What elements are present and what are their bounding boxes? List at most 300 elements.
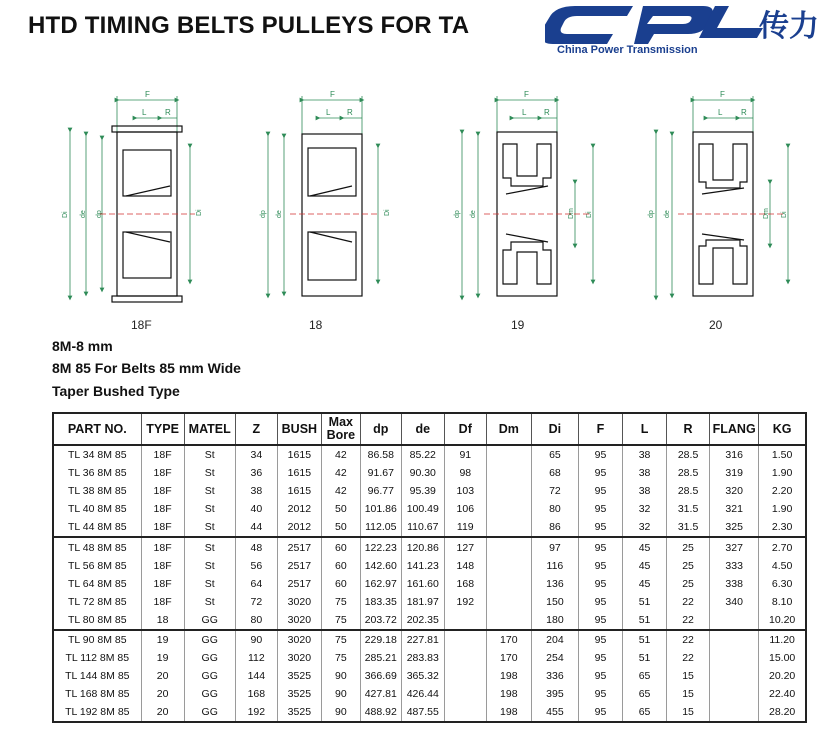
table-cell: 25 [667, 557, 710, 575]
svg-text:de: de [470, 210, 477, 218]
table-cell: 85.22 [401, 445, 444, 464]
table-cell [486, 500, 531, 518]
table-cell: 65 [623, 667, 667, 685]
table-cell: 2012 [277, 500, 321, 518]
column-header: Di [531, 413, 578, 445]
table-row [53, 537, 806, 556]
table-cell: TL 72 8M 85 [53, 593, 141, 611]
table-cell: 198 [486, 685, 531, 703]
table-cell: 64 [235, 575, 277, 593]
table-cell: 2.70 [759, 537, 806, 556]
table-cell: St [184, 593, 235, 611]
svg-text:R: R [165, 108, 171, 117]
table-cell: 95 [578, 685, 622, 703]
table-cell: 36 [235, 464, 277, 482]
column-header: dp [360, 413, 401, 445]
table-cell: 2517 [277, 537, 321, 556]
caption-19: 19 [511, 318, 525, 332]
table-cell: TL 36 8M 85 [53, 464, 141, 482]
table-cell [486, 557, 531, 575]
table-row [53, 445, 806, 464]
table-cell [444, 703, 486, 722]
table-cell: 3020 [277, 649, 321, 667]
table-cell: St [184, 500, 235, 518]
table-cell: 365.32 [401, 667, 444, 685]
table-cell: 32 [623, 500, 667, 518]
table-cell: TL 64 8M 85 [53, 575, 141, 593]
svg-text:R: R [544, 108, 550, 117]
table-cell: 2.20 [759, 482, 806, 500]
table-cell: 28.5 [667, 464, 710, 482]
table-cell: 2517 [277, 557, 321, 575]
table-cell: 1615 [277, 445, 321, 464]
table-cell: 227.81 [401, 630, 444, 649]
svg-text:Di: Di [586, 211, 593, 218]
column-header: MATEL [184, 413, 235, 445]
svg-text:Di: Di [62, 211, 69, 218]
table-cell: 1615 [277, 482, 321, 500]
table-cell: 18F [141, 575, 184, 593]
table-cell: 15.00 [759, 649, 806, 667]
table-cell: St [184, 482, 235, 500]
table-row [53, 593, 806, 611]
table-cell: 198 [486, 703, 531, 722]
table-cell [444, 611, 486, 630]
table-cell: 48 [235, 537, 277, 556]
drawing-18 [260, 90, 391, 296]
table-cell: 95 [578, 630, 622, 649]
table-cell: 2.30 [759, 518, 806, 537]
table-cell: 20 [141, 667, 184, 685]
table-row [53, 482, 806, 500]
table-cell: 95 [578, 445, 622, 464]
table-cell: St [184, 575, 235, 593]
table-cell: 15 [667, 703, 710, 722]
column-header: Z [235, 413, 277, 445]
table-cell: 68 [531, 464, 578, 482]
table-cell [710, 611, 759, 630]
table-cell: 22.40 [759, 685, 806, 703]
table-cell: 136 [531, 575, 578, 593]
table-cell: 60 [321, 557, 360, 575]
table-cell: GG [184, 630, 235, 649]
table-row [53, 464, 806, 482]
table-cell: 144 [235, 667, 277, 685]
table-cell: TL 56 8M 85 [53, 557, 141, 575]
column-header: F [578, 413, 622, 445]
table-header [53, 413, 806, 445]
table-cell: TL 34 8M 85 [53, 445, 141, 464]
drawing-18f [62, 90, 203, 302]
table-cell: TL 48 8M 85 [53, 537, 141, 556]
column-header: Max Bore [321, 413, 360, 445]
table-cell: 170 [486, 630, 531, 649]
table-cell: 18F [141, 537, 184, 556]
table-cell: 100.49 [401, 500, 444, 518]
table-cell: 22 [667, 611, 710, 630]
table-cell: 1615 [277, 464, 321, 482]
table-cell: 127 [444, 537, 486, 556]
table-cell: 3525 [277, 685, 321, 703]
table-cell: 91.67 [360, 464, 401, 482]
table-cell: 18F [141, 500, 184, 518]
table-cell [710, 685, 759, 703]
svg-text:F: F [524, 90, 529, 99]
table-cell: TL 192 8M 85 [53, 703, 141, 722]
table-cell: 65 [531, 445, 578, 464]
table-cell: 75 [321, 649, 360, 667]
table-cell: 45 [623, 557, 667, 575]
table-cell: 96.77 [360, 482, 401, 500]
table-cell: 18F [141, 557, 184, 575]
svg-text:de: de [80, 210, 87, 218]
table-cell: 3525 [277, 703, 321, 722]
table-cell: 22 [667, 649, 710, 667]
table-cell: 333 [710, 557, 759, 575]
table-cell: 120.86 [401, 537, 444, 556]
table-cell: 90 [321, 685, 360, 703]
table-cell: 51 [623, 593, 667, 611]
table-cell: 320 [710, 482, 759, 500]
svg-text:dp: dp [648, 210, 655, 218]
table-cell: 2012 [277, 518, 321, 537]
table-cell: 90 [321, 703, 360, 722]
table-cell: 25 [667, 537, 710, 556]
svg-text:L: L [326, 108, 331, 117]
table-cell: 50 [321, 518, 360, 537]
svg-text:de: de [664, 210, 671, 218]
table-cell: 28.20 [759, 703, 806, 722]
table-cell: 34 [235, 445, 277, 464]
table-cell: 20 [141, 685, 184, 703]
table-cell: 106 [444, 500, 486, 518]
drawing-19 [454, 90, 593, 298]
table-row [53, 703, 806, 722]
table-cell: 20.20 [759, 667, 806, 685]
table-cell: 60 [321, 575, 360, 593]
column-header: PART NO. [53, 413, 141, 445]
table-cell: 86 [531, 518, 578, 537]
table-cell: 203.72 [360, 611, 401, 630]
svg-text:Dm: Dm [568, 208, 575, 219]
table-cell: 72 [531, 482, 578, 500]
column-header: FLANG [710, 413, 759, 445]
table-cell: 90 [321, 667, 360, 685]
table-cell: 142.60 [360, 557, 401, 575]
table-cell: 229.18 [360, 630, 401, 649]
table-cell: 90.30 [401, 464, 444, 482]
table-cell: 65 [623, 703, 667, 722]
spec-width: 8M 85 For Belts 85 mm Wide [52, 360, 241, 376]
table-cell: 141.23 [401, 557, 444, 575]
svg-text:L: L [718, 108, 723, 117]
svg-text:F: F [720, 90, 725, 99]
table-cell: 28.5 [667, 482, 710, 500]
svg-text:F: F [330, 90, 335, 99]
table-cell: 15 [667, 685, 710, 703]
svg-text:dp: dp [454, 210, 461, 218]
table-cell: St [184, 557, 235, 575]
table-cell: 19 [141, 649, 184, 667]
table-cell: TL 90 8M 85 [53, 630, 141, 649]
table-row [53, 557, 806, 575]
table-cell: 340 [710, 593, 759, 611]
table-cell: 28.5 [667, 445, 710, 464]
pulley-drawings [0, 82, 840, 344]
column-header: Df [444, 413, 486, 445]
logo-tagline: China Power Transmission [557, 44, 698, 56]
table-cell: 426.44 [401, 685, 444, 703]
table-cell: 101.86 [360, 500, 401, 518]
table-cell: 180 [531, 611, 578, 630]
table-cell: 44 [235, 518, 277, 537]
table-cell: TL 44 8M 85 [53, 518, 141, 537]
table-cell: 198 [486, 667, 531, 685]
table-cell: 38 [235, 482, 277, 500]
table-cell: 45 [623, 575, 667, 593]
table-cell [486, 611, 531, 630]
table-cell: 15 [667, 667, 710, 685]
table-cell: 3525 [277, 667, 321, 685]
table-cell [710, 630, 759, 649]
table-cell: 8.10 [759, 593, 806, 611]
table-cell [444, 685, 486, 703]
table-cell: 18 [141, 611, 184, 630]
svg-text:L: L [142, 108, 147, 117]
table-cell [486, 464, 531, 482]
table-cell: 183.35 [360, 593, 401, 611]
logo-chinese: 传力 [759, 9, 819, 44]
table-cell: 95 [578, 575, 622, 593]
table-cell: 1.90 [759, 464, 806, 482]
table-cell: 112.05 [360, 518, 401, 537]
table-cell: TL 112 8M 85 [53, 649, 141, 667]
table-cell: St [184, 537, 235, 556]
table-cell: 95 [578, 703, 622, 722]
table-cell: 38 [623, 464, 667, 482]
svg-text:R: R [741, 108, 747, 117]
table-cell: 112 [235, 649, 277, 667]
table-cell: 42 [321, 464, 360, 482]
column-header: TYPE [141, 413, 184, 445]
table-row [53, 575, 806, 593]
table-cell [710, 649, 759, 667]
table-cell: 38 [623, 482, 667, 500]
table-cell: 325 [710, 518, 759, 537]
caption-18: 18 [309, 318, 323, 332]
table-cell: 366.69 [360, 667, 401, 685]
table-cell: 487.55 [401, 703, 444, 722]
table-cell: 338 [710, 575, 759, 593]
svg-text:F: F [145, 90, 150, 99]
page-title: HTD TIMING BELTS PULLEYS FOR TA [28, 12, 470, 39]
table-cell: 56 [235, 557, 277, 575]
table-cell: 18F [141, 464, 184, 482]
table-row [53, 667, 806, 685]
table-cell: 31.5 [667, 518, 710, 537]
column-header: Dm [486, 413, 531, 445]
column-header: KG [759, 413, 806, 445]
table-cell [444, 630, 486, 649]
table-cell: 119 [444, 518, 486, 537]
table-cell: 75 [321, 611, 360, 630]
column-header: de [401, 413, 444, 445]
table-cell: 91 [444, 445, 486, 464]
table-cell: 18F [141, 445, 184, 464]
table-cell [486, 593, 531, 611]
table-cell: 95 [578, 464, 622, 482]
table-cell: 6.30 [759, 575, 806, 593]
table-cell: 3020 [277, 593, 321, 611]
table-row [53, 518, 806, 537]
svg-text:Di: Di [196, 209, 203, 216]
table-cell: 51 [623, 649, 667, 667]
table-cell: 18F [141, 482, 184, 500]
table-cell: 18F [141, 593, 184, 611]
table-cell: 2517 [277, 575, 321, 593]
table-cell: 161.60 [401, 575, 444, 593]
table-cell: 51 [623, 611, 667, 630]
table-cell: 19 [141, 630, 184, 649]
svg-text:Dm: Dm [763, 208, 770, 219]
table-cell: 95 [578, 649, 622, 667]
table-row [53, 630, 806, 649]
table-cell: 116 [531, 557, 578, 575]
table-cell [444, 649, 486, 667]
table-cell: 42 [321, 445, 360, 464]
table-cell: 31.5 [667, 500, 710, 518]
table-cell: 10.20 [759, 611, 806, 630]
table-cell: 86.58 [360, 445, 401, 464]
table-cell [486, 518, 531, 537]
table-cell: 122.23 [360, 537, 401, 556]
table-cell: 20 [141, 703, 184, 722]
svg-text:R: R [347, 108, 353, 117]
column-header: BUSH [277, 413, 321, 445]
table-cell [486, 445, 531, 464]
drawing-20 [648, 90, 788, 298]
table-cell: 72 [235, 593, 277, 611]
spec-pitch: 8M-8 mm [52, 338, 113, 354]
table-cell: 204 [531, 630, 578, 649]
table-cell: 95 [578, 611, 622, 630]
svg-text:Di: Di [384, 209, 391, 216]
table-cell: 45 [623, 537, 667, 556]
table-cell: 162.97 [360, 575, 401, 593]
table-cell: 103 [444, 482, 486, 500]
table-cell: St [184, 464, 235, 482]
table-cell: 95.39 [401, 482, 444, 500]
table-cell: GG [184, 649, 235, 667]
table-cell: 427.81 [360, 685, 401, 703]
table-cell: 110.67 [401, 518, 444, 537]
table-row [53, 649, 806, 667]
table-cell: 3020 [277, 611, 321, 630]
table-cell: 254 [531, 649, 578, 667]
table-cell: 22 [667, 593, 710, 611]
table-cell: 80 [235, 611, 277, 630]
table-cell: 22 [667, 630, 710, 649]
table-cell: 283.83 [401, 649, 444, 667]
table-cell: 95 [578, 667, 622, 685]
table-cell: TL 80 8M 85 [53, 611, 141, 630]
table-cell: 65 [623, 685, 667, 703]
table-cell: 181.97 [401, 593, 444, 611]
table-cell: GG [184, 685, 235, 703]
svg-text:Di: Di [781, 211, 788, 218]
table-row [53, 611, 806, 630]
table-cell: St [184, 518, 235, 537]
table-cell: 4.50 [759, 557, 806, 575]
table-cell: 40 [235, 500, 277, 518]
table-cell: 51 [623, 630, 667, 649]
table-cell: 32 [623, 518, 667, 537]
table-cell: 321 [710, 500, 759, 518]
table-cell: 202.35 [401, 611, 444, 630]
table-cell: 95 [578, 518, 622, 537]
table-cell: 25 [667, 575, 710, 593]
spec-type: Taper Bushed Type [52, 383, 180, 399]
caption-20: 20 [709, 318, 723, 332]
table-cell: 42 [321, 482, 360, 500]
table-cell [486, 537, 531, 556]
svg-text:dp: dp [96, 210, 103, 218]
table-cell: 170 [486, 649, 531, 667]
table-cell: 488.92 [360, 703, 401, 722]
table-cell: GG [184, 703, 235, 722]
table-cell: 95 [578, 593, 622, 611]
caption-18f: 18F [131, 318, 152, 332]
table-cell: 97 [531, 537, 578, 556]
column-header: R [667, 413, 710, 445]
table-cell: 75 [321, 630, 360, 649]
table-cell [444, 667, 486, 685]
table-cell: 11.20 [759, 630, 806, 649]
table-cell: 148 [444, 557, 486, 575]
table-cell: 192 [444, 593, 486, 611]
table-row [53, 500, 806, 518]
table-cell: 316 [710, 445, 759, 464]
table-cell: 327 [710, 537, 759, 556]
table-cell: 336 [531, 667, 578, 685]
table-cell [710, 667, 759, 685]
table-cell: GG [184, 667, 235, 685]
table-cell: 1.90 [759, 500, 806, 518]
table-row [53, 685, 806, 703]
table-cell: 95 [578, 537, 622, 556]
table-cell: 1.50 [759, 445, 806, 464]
table-cell: TL 168 8M 85 [53, 685, 141, 703]
table-cell: GG [184, 611, 235, 630]
table-cell [486, 482, 531, 500]
table-cell: 90 [235, 630, 277, 649]
table-cell: 95 [578, 500, 622, 518]
column-header: L [623, 413, 667, 445]
table-cell: 395 [531, 685, 578, 703]
table-cell: 60 [321, 537, 360, 556]
table-cell: TL 144 8M 85 [53, 667, 141, 685]
table-cell: 150 [531, 593, 578, 611]
table-cell: 80 [531, 500, 578, 518]
table-cell: 3020 [277, 630, 321, 649]
table-cell: 285.21 [360, 649, 401, 667]
table-cell: 168 [235, 685, 277, 703]
table-cell: 95 [578, 557, 622, 575]
table-cell [486, 575, 531, 593]
table-cell: 38 [623, 445, 667, 464]
table-cell: 192 [235, 703, 277, 722]
svg-text:dp: dp [260, 210, 267, 218]
